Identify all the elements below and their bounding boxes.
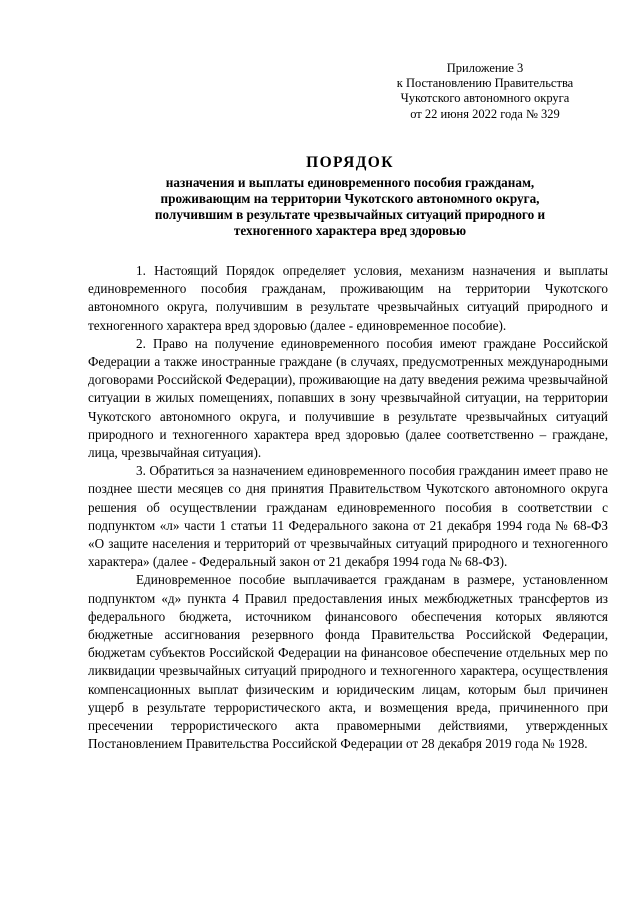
paragraph-2: 2. Право на получение единовременного пособия имеют граждане Российской Федерации а также иностранные граждане (в случаях, предусмотренных международными договорами Российской Федерации), проживающие на дату введения режима чрезвычайной ситуации в жилых помещениях, попавших в зону чрезвычайной ситуации, на территории Чукотского автономного округа, и получившие в результате чрезвычайных ситуаций природного и техногенного характера вред здоровью (далее соответственно – граждане, лица, чрезвычайная ситуация). <box>88 335 608 461</box>
appendix-date-number: от 22 июня 2022 года № 329 <box>410 106 560 121</box>
document-subtitle-line: назначения и выплаты единовременного пособия гражданам, <box>165 175 535 190</box>
appendix-resolution-ref: к Постановлению Правительства <box>396 76 574 91</box>
document-title: ПОРЯДОК <box>306 154 394 171</box>
paragraph-3: 3. Обратиться за назначением единовременного пособия гражданин имеет право не позднее шести месяцев со дня принятия Правительством Чукотского автономного округа решения об осуществлении гражданам единовременного пособия в соответствии с подпунктом «л» части 1 статьи 11 Федерального закона от 21 декабря 1994 года № 68-ФЗ «О защите населения и территорий от чрезвычайных ситуаций природного и техногенного характера» (далее - Федеральный закон от 21 декабря 1994 года № 68-ФЗ). <box>88 463 608 570</box>
appendix-number: Приложение 3 <box>446 61 524 75</box>
appendix-government-name: Чукотского автономного округа <box>400 91 570 106</box>
document-subtitle-line: проживающим на территории Чукотского автономного округа, <box>160 191 540 207</box>
document-subtitle-line: получившим в результате чрезвычайных ситуаций природного и <box>154 207 546 223</box>
paragraph-1: 1. Настоящий Порядок определяет условия, механизм назначения и выплаты единовременного пособия гражданам, проживающим на территории Чукотского автономного округа, получившим в результате чрезвычайных ситуаций природного и техногенного характера вред здоровью (далее - единовременное пособие). <box>88 263 608 333</box>
appendix-header <box>370 61 600 122</box>
document-title-block <box>92 154 608 239</box>
document-body <box>88 262 608 753</box>
document-subtitle-line: техногенного характера вред здоровью <box>233 223 467 239</box>
paragraph-payment-amount: Единовременное пособие выплачивается гражданам в размере, установленном подпунктом «д» пункта 4 Правил предоставления иных межбюджетных трансфертов из федерального бюджета, источником финансового обеспечения которых являются бюджетные ассигнования резервного фонда Правительства Российской Федерации, бюджетам субъектов Российской Федерации на финансовое обеспечение отдельных мер по ликвидации чрезвычайных ситуаций природного и техногенного характера, осуществления компенсационных выплат физическим и юридическим лицам, которым был причинен ущерб в результате террористического акта, и возмещения вреда, причиненного при пресечении террористического акта правомерными действиями, утвержденных Постановлением Правительства Российской Федерации от 28 декабря 2019 года № 1928. <box>88 572 608 752</box>
